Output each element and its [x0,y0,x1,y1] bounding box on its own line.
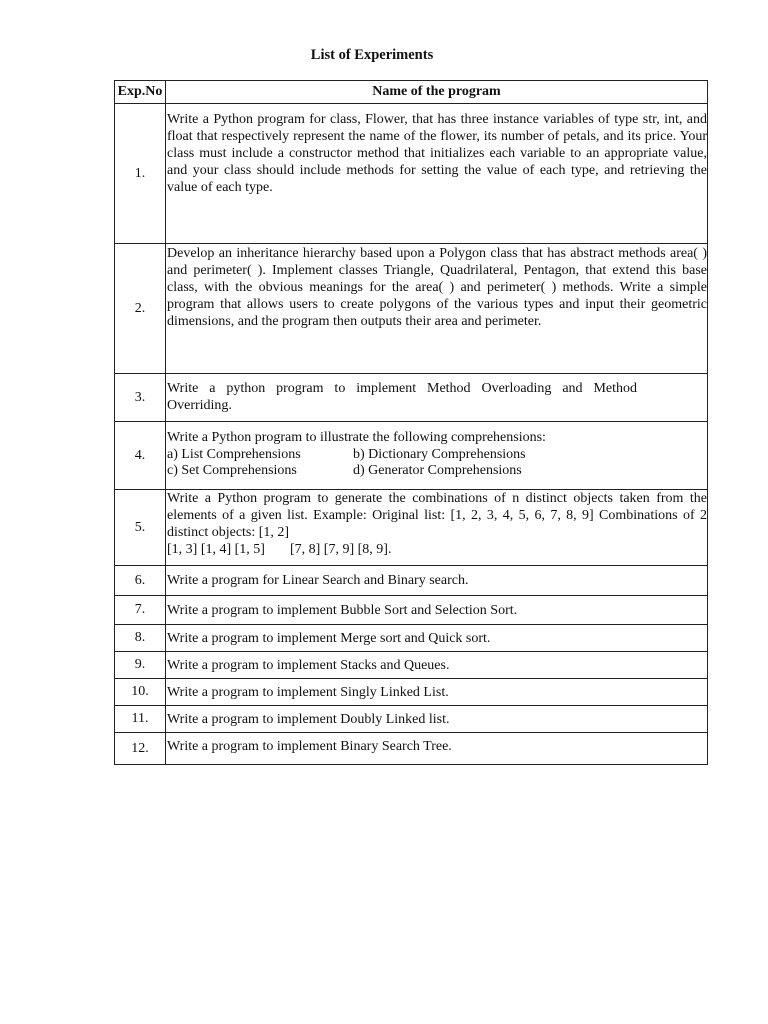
table-row [115,490,708,566]
exp-number: 12. [115,733,166,765]
exp-text: Write a python program to implement Method Overloading and Method Overriding. [167,381,637,413]
exp-text: Develop an inheritance hierarchy based upon a Polygon class that has abstract methods area( ) and perimeter( ). Implement classes Triangle, Quadrilateral, Pentagon, that extend this base class, with the obvious meanings for the area( ) and perimeter( ) methods. Write a simple program that allows users to create polygons of the various types and input their geometric dimensions, and the program then outputs their area and perimeter. [167,246,707,329]
exp-description: Write a program to implement Binary Search Tree. [166,733,708,765]
experiments-table [114,80,708,765]
exp-number: 5. [115,490,166,566]
table-row [115,625,708,652]
comprehension-item: a) List Comprehensions [167,446,301,462]
exp-description: Write a program to implement Bubble Sort and Selection Sort. [166,596,708,625]
header-program-name: Name of the program [166,81,708,104]
exp-text: Write a Python program for class, Flower, that has three instance variables of type str, int, and float that respectively represent the name of the flower, its number of petals, and its price. Your class must include a constructor method that initializes each variable to an appropriate value, and your class should include methods for setting the value of each type, and retrieving the value of each type. [167,112,707,195]
exp-number: 4. [115,422,166,490]
table-header-row [115,81,708,104]
exp-number: 8. [115,625,166,652]
table-row [115,733,708,765]
exp-description [166,374,708,422]
exp-number: 11. [115,706,166,733]
exp-text: Write a Python program to illustrate the following comprehensions: [167,430,546,445]
comprehension-row [167,463,707,480]
exp-number: 7. [115,596,166,625]
exp-number: 6. [115,566,166,596]
header-exp-no: Exp.No [115,81,166,104]
exp-description: Write a program to implement Singly Linked List. [166,679,708,706]
table-row [115,104,708,244]
table-row [115,566,708,596]
combination-examples [167,541,707,558]
exp-number: 3. [115,374,166,422]
comprehension-item: d) Generator Comprehensions [353,463,522,478]
table-row [115,679,708,706]
exp-description [166,490,708,566]
exp-number: 1. [115,104,166,244]
exp-description [166,104,708,244]
exp-text: Write a Python program to generate the combinations of n distinct objects taken from the elements of a given list. Example: Original list: [1, 2, 3, 4, 5, 6, 7, 8, 9] Combinations of 2 distinct objects: [1, 2] [167,491,707,540]
combination-line: [7, 8] [7, 9] [8, 9]. [289,542,392,557]
exp-number: 10. [115,679,166,706]
table-row [115,652,708,679]
comprehension-item: c) Set Comprehensions [167,463,297,478]
table-row [115,596,708,625]
table-row [115,244,708,374]
exp-description: Write a program for Linear Search and Binary search. [166,566,708,596]
exp-description [166,422,708,490]
exp-number: 2. [115,244,166,374]
comprehension-row [167,447,707,464]
exp-number: 9. [115,652,166,679]
table-row [115,422,708,490]
exp-description: Write a program to implement Merge sort and Quick sort. [166,625,708,652]
table-row [115,374,708,422]
exp-description: Write a program to implement Stacks and Queues. [166,652,708,679]
table-row [115,706,708,733]
page-title: List of Experiments [310,47,434,63]
combination-line: [1, 3] [1, 4] [1, 5] [167,542,265,557]
exp-description: Write a program to implement Doubly Linked list. [166,706,708,733]
comprehension-item: b) Dictionary Comprehensions [353,446,526,462]
exp-description [166,244,708,374]
